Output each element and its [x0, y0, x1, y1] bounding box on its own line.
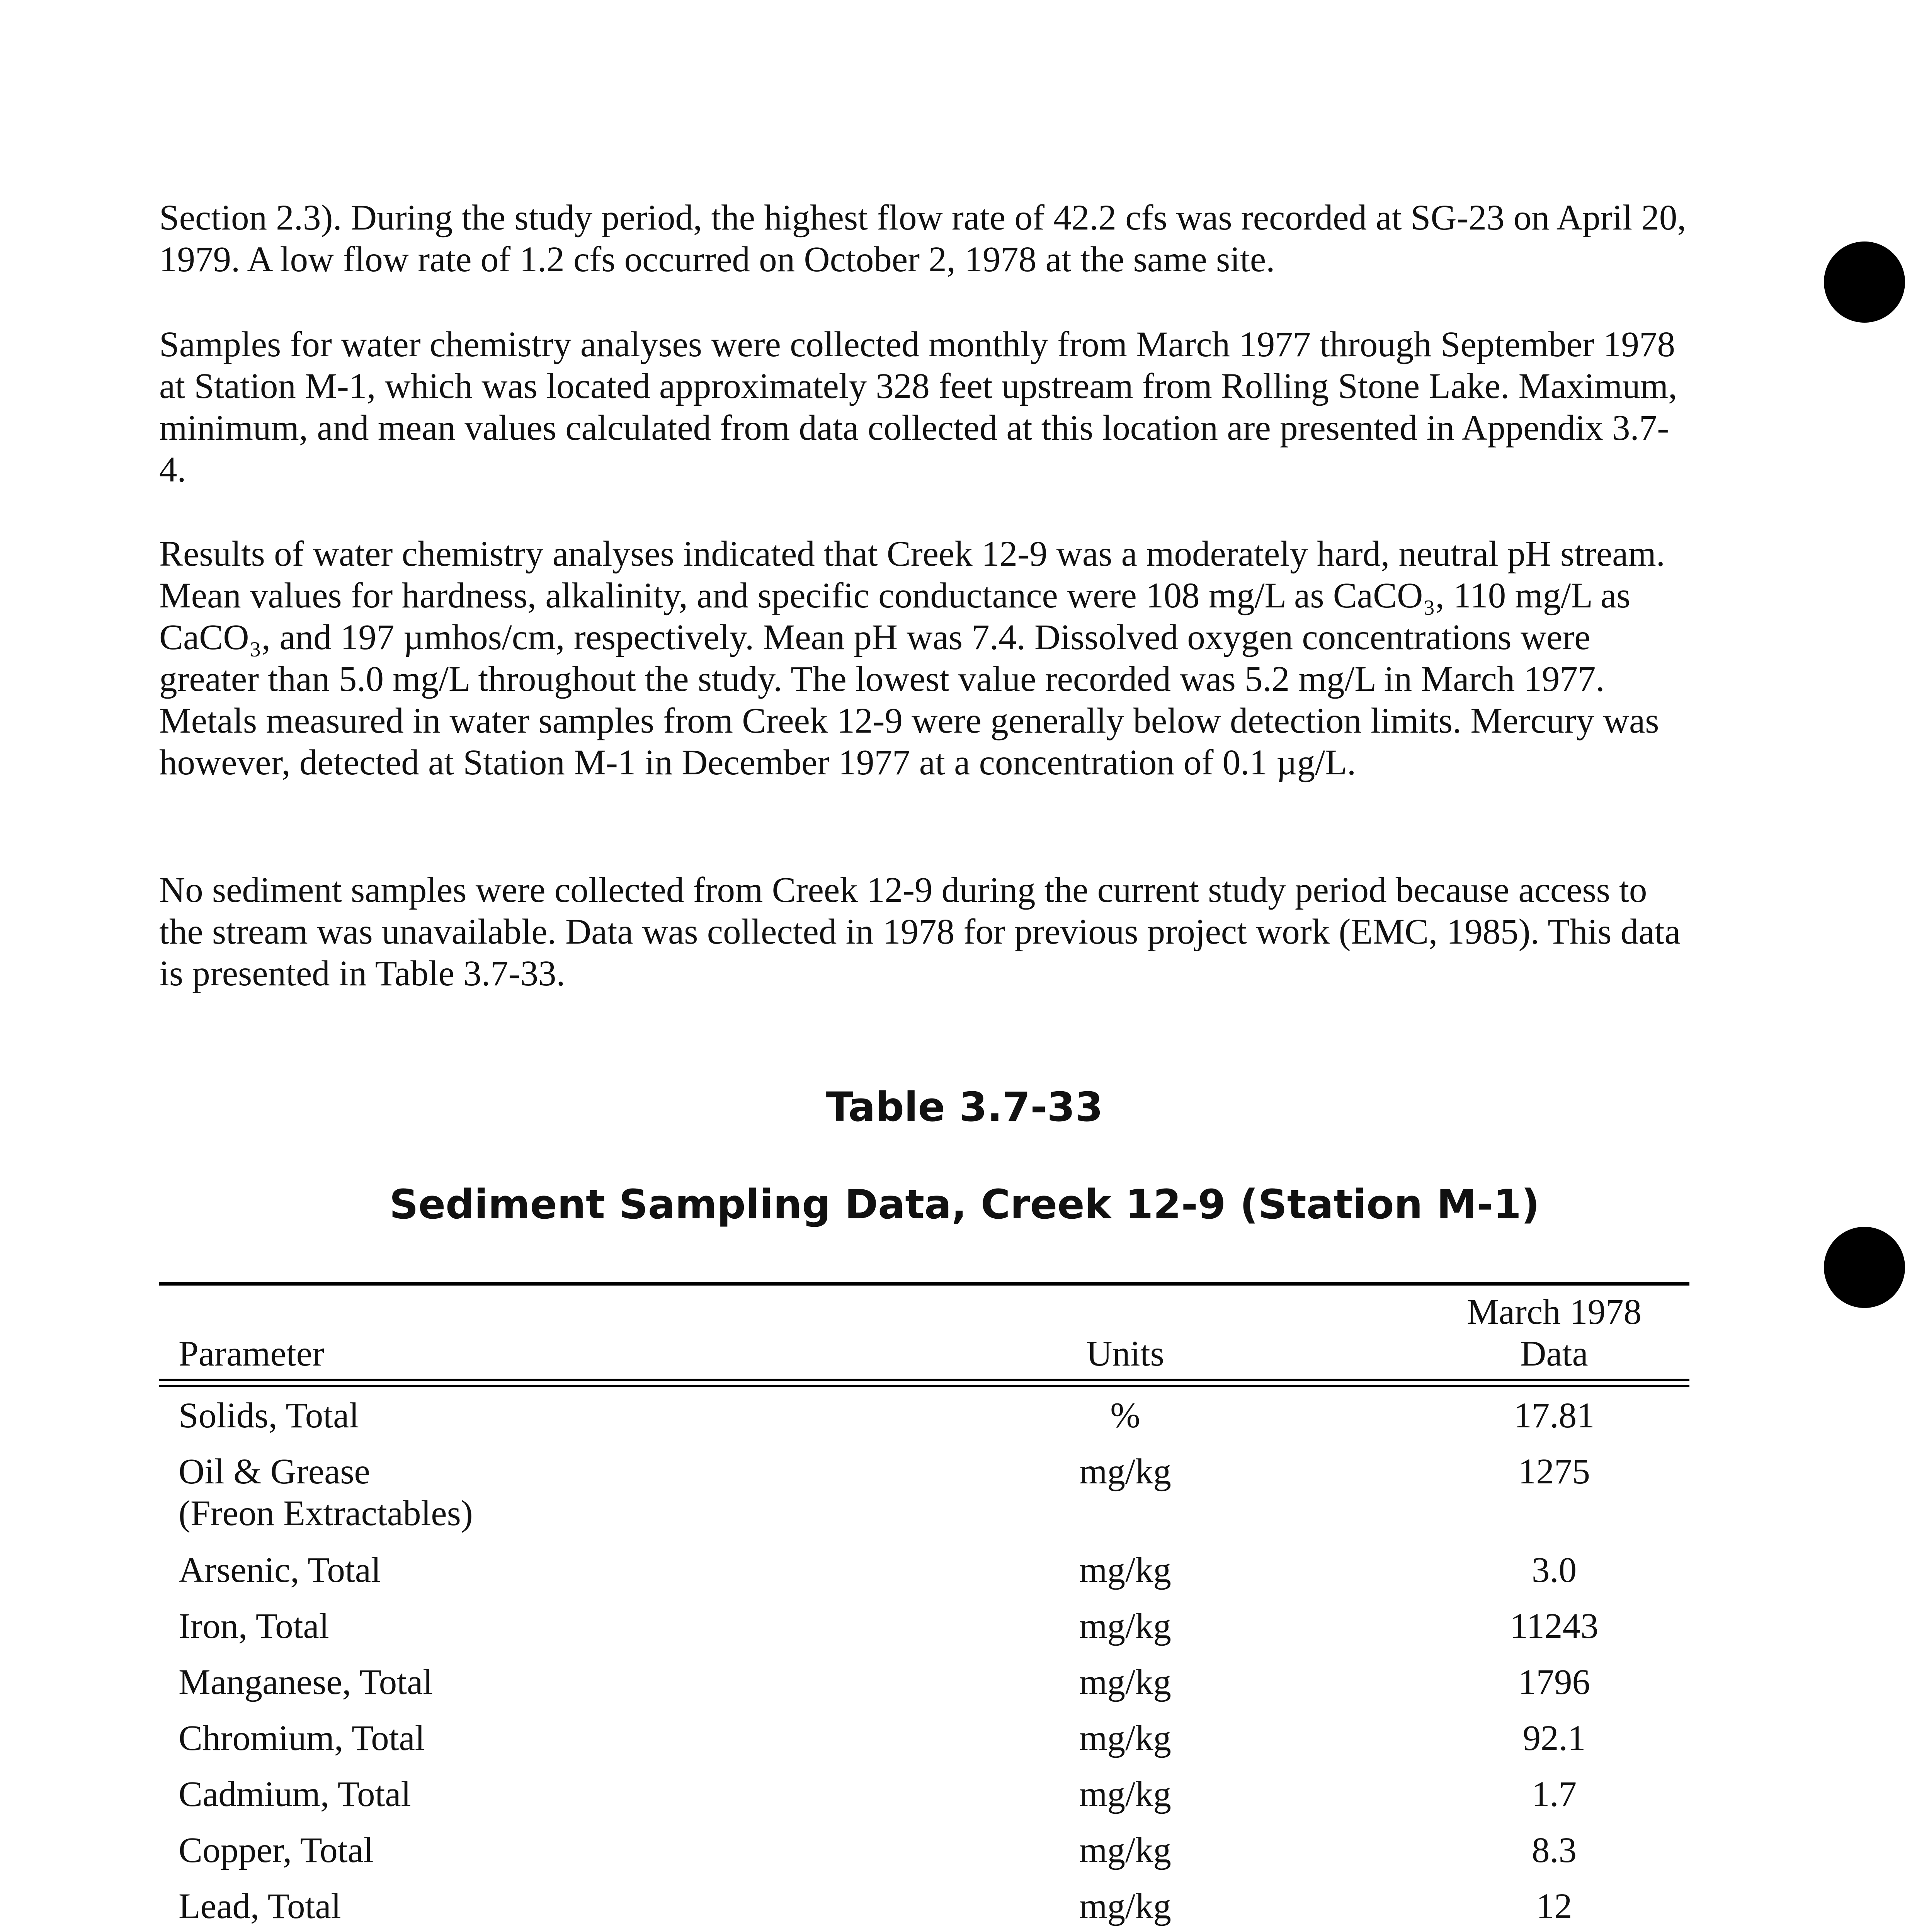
- cell-units: mg/kg: [1079, 1606, 1171, 1646]
- column-header-parameter: Parameter: [179, 1334, 324, 1374]
- cell-parameter: Chromium, Total: [179, 1718, 425, 1758]
- paragraph-sediment-samples: No sediment samples were collected from Creek 12-9 during the current study period because access to the stream was unavailable. Data was collected in 1978 for previous project work (EMC, 1985). This data is presented in Table 3.7-33.: [159, 870, 1681, 993]
- table-row: [159, 1395, 1689, 1451]
- column-header-data: [1438, 1291, 1670, 1375]
- table-row: [159, 1718, 1689, 1774]
- cell-parameter-line1: Oil & Grease: [179, 1452, 370, 1492]
- cell-parameter: Solids, Total: [179, 1396, 359, 1435]
- cell-units: mg/kg: [1079, 1886, 1171, 1926]
- table-number: Table 3.7-33: [826, 1083, 1103, 1131]
- cell-units: mg/kg: [1079, 1830, 1171, 1870]
- cell-units: mg/kg: [1079, 1452, 1171, 1492]
- table-row: [159, 1605, 1689, 1662]
- cell-units: mg/kg: [1079, 1718, 1171, 1758]
- table-row: [159, 1886, 1689, 1932]
- cell-parameter: Manganese, Total: [179, 1662, 433, 1702]
- table-title: Sediment Sampling Data, Creek 12-9 (Station M-1): [389, 1181, 1540, 1228]
- cell-value: 11243: [1510, 1606, 1599, 1646]
- cell-value: 1796: [1518, 1662, 1590, 1702]
- cell-value: 12: [1536, 1886, 1572, 1926]
- column-header-data-line2: Data: [1520, 1334, 1588, 1374]
- column-header-data-line1: March 1978: [1467, 1292, 1642, 1332]
- paragraph-flow-rates: Section 2.3). During the study period, the highest flow rate of 42.2 cfs was recorded at SG-23 on April 20, 1979. A low flow rate of 1.2 cfs occurred on October 2, 1978 at the same site.: [159, 198, 1686, 279]
- table-body: [159, 1395, 1689, 1932]
- table-row: [159, 1549, 1689, 1605]
- cell-units: mg/kg: [1079, 1774, 1171, 1814]
- header-double-rule-bottom: [159, 1385, 1689, 1387]
- paragraph-water-sampling: Samples for water chemistry analyses were collected monthly from March 1977 through September 1978 at Station M-1, which was located approximately 328 feet upstream from Rolling Stone Lake. Maximum, minimum, and mean values calculated from data collected at this location are presented in Appendix 3.7-4.: [159, 325, 1677, 490]
- cell-parameter: Cadmium, Total: [179, 1774, 411, 1814]
- cell-parameter: Copper, Total: [179, 1830, 374, 1870]
- cell-units: mg/kg: [1079, 1662, 1171, 1702]
- cell-value: 8.3: [1531, 1830, 1577, 1870]
- table-row: [159, 1451, 1689, 1549]
- cell-value: 1.7: [1531, 1774, 1577, 1814]
- cell-value: 3.0: [1531, 1550, 1577, 1590]
- cell-units: %: [1110, 1396, 1140, 1435]
- header-double-rule-top: [159, 1379, 1689, 1381]
- table-row: [159, 1774, 1689, 1830]
- table-top-rule: [159, 1282, 1689, 1286]
- binder-hole-top: [1824, 242, 1905, 323]
- table-row: [159, 1830, 1689, 1886]
- binder-hole-middle: [1824, 1227, 1905, 1308]
- paragraph-chemistry-results: Results of water chemistry analyses indicated that Creek 12-9 was a moderately hard, neutral pH stream. Mean values for hardness, alkalinity, and specific conductance were 108 mg/L as CaCO₃, 110 mg/L as CaCO₃, and 197 µmhos/cm, respectively. Mean pH was 7.4. Dissolved oxygen concentrations were greater than 5.0 mg/L throughout the study. The lowest value recorded was 5.2 mg/L in March 1977. Metals measured in water samples from Creek 12-9 were generally below detection limits. Mercury was however, detected at Station M-1 in December 1977 at a concentration of 0.1 µg/L.: [159, 534, 1665, 782]
- cell-parameter: Arsenic, Total: [179, 1550, 381, 1590]
- cell-units: mg/kg: [1079, 1550, 1171, 1590]
- cell-parameter: [179, 1451, 990, 1534]
- cell-parameter: Lead, Total: [179, 1886, 341, 1926]
- cell-parameter-line2: (Freon Extractables): [179, 1493, 473, 1533]
- column-header-units: Units: [1086, 1334, 1164, 1374]
- cell-value: 17.81: [1514, 1396, 1595, 1435]
- cell-value: 92.1: [1522, 1718, 1586, 1758]
- cell-value: 1275: [1518, 1452, 1590, 1492]
- cell-parameter: Iron, Total: [179, 1606, 329, 1646]
- table-header: [159, 1286, 1689, 1375]
- table-row: [159, 1662, 1689, 1718]
